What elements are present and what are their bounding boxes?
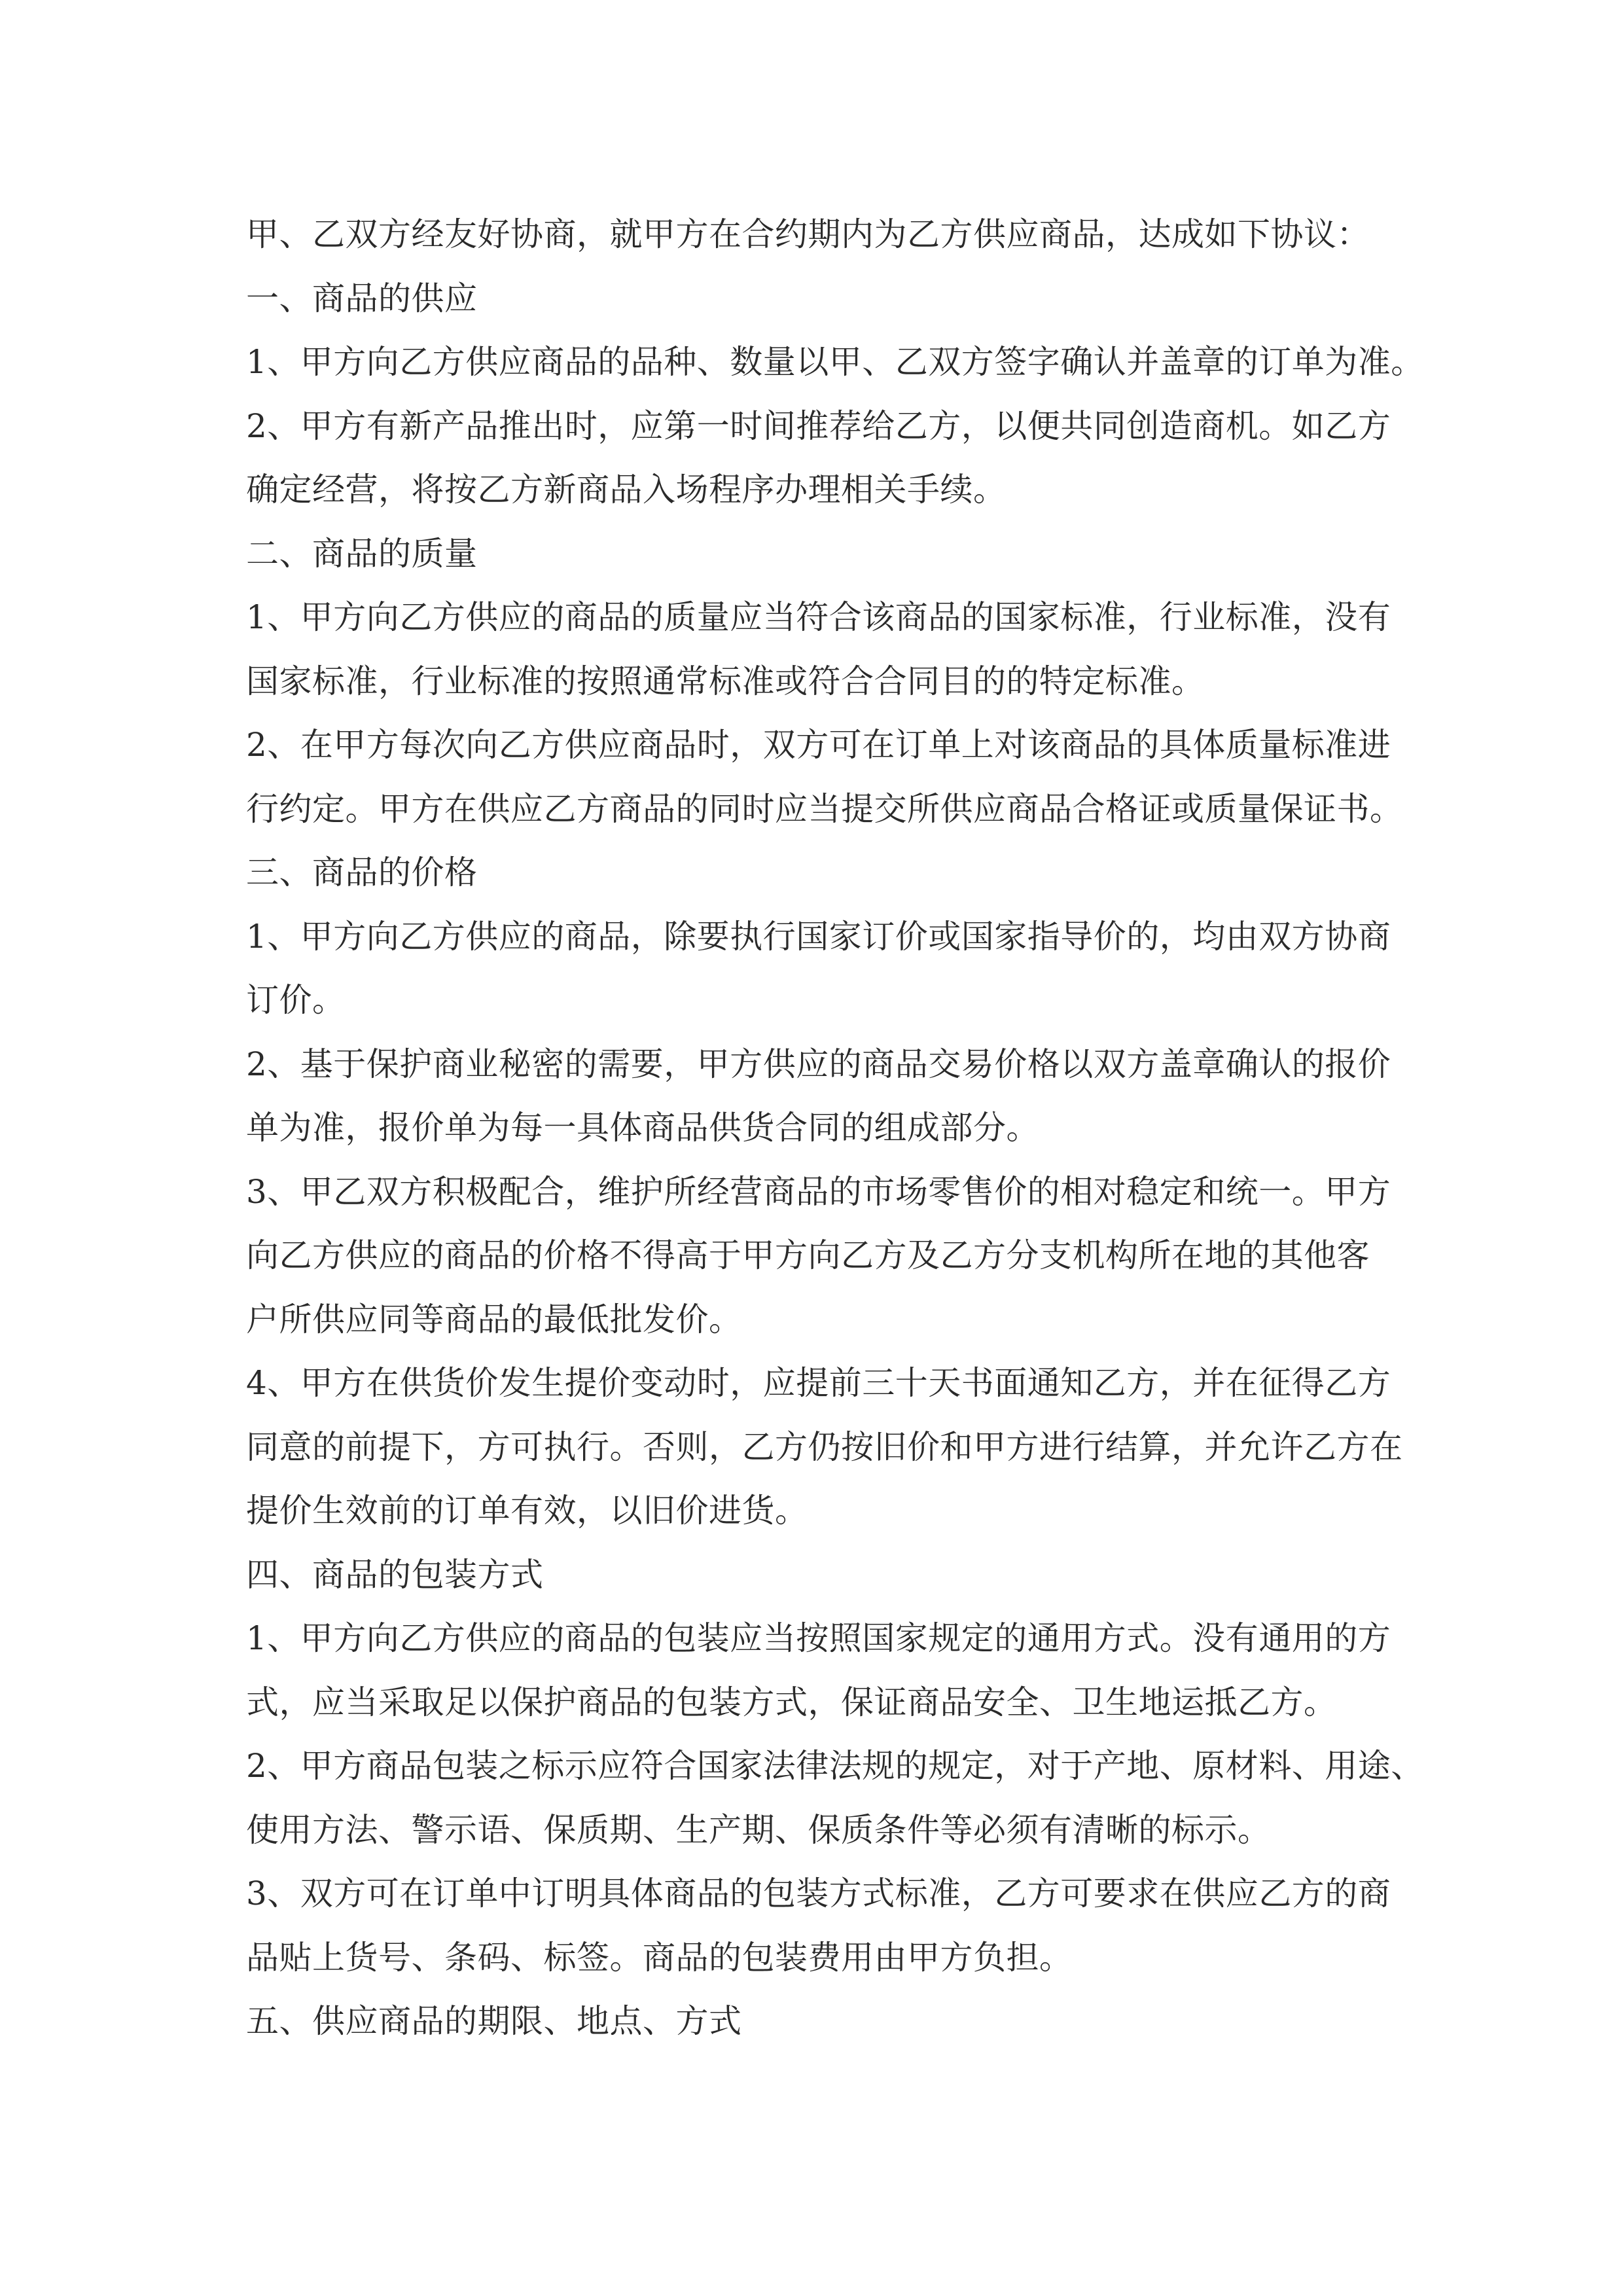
section-heading-price: 三、商品的价格 (246, 853, 478, 891)
section-heading-delivery: 五、供应商品的期限、地点、方式 (246, 2002, 742, 2040)
paragraph-line: 3、甲乙双方积极配合，维护所经营商品的市场零售价的相对稳定和统一。甲方 (246, 1172, 1391, 1211)
paragraph-line: 行约定。甲方在供应乙方商品的同时应当提交所供应商品合格证或质量保证书。 (246, 789, 1403, 828)
paragraph-line: 订价。 (246, 981, 346, 1019)
paragraph-line: 1、甲方向乙方供应的商品的包装应当按照国家规定的通用方式。没有通用的方 (246, 1619, 1391, 1657)
paragraph-line: 单为准，报价单为每一具体商品供货合同的组成部分。 (246, 1109, 1039, 1147)
document-body (246, 203, 1424, 2054)
intro-paragraph: 甲、乙双方经友好协商，就甲方在合约期内为乙方供应商品，达成如下协议： (246, 215, 1370, 253)
paragraph-line: 式，应当采取足以保护商品的包装方式，保证商品安全、卫生地运抵乙方。 (246, 1683, 1337, 1721)
paragraph-line: 向乙方供应的商品的价格不得高于甲方向乙方及乙方分支机构所在地的其他客 (246, 1236, 1370, 1274)
paragraph-line: 户所供应同等商品的最低批发价。 (246, 1300, 742, 1338)
paragraph-line: 同意的前提下，方可执行。否则，乙方仍按旧价和甲方进行结算，并允许乙方在 (246, 1427, 1403, 1466)
paragraph-line: 1、甲方向乙方供应的商品，除要执行国家订价或国家指导价的，均由双方协商 (246, 917, 1391, 956)
section-heading-supply: 一、商品的供应 (246, 279, 478, 317)
paragraph-line: 2、在甲方每次向乙方供应商品时，双方可在订单上对该商品的具体质量标准进 (246, 726, 1391, 764)
paragraph-line: 1、甲方向乙方供应的商品的质量应当符合该商品的国家标准，行业标准，没有 (246, 598, 1391, 636)
section-heading-quality: 二、商品的质量 (246, 534, 478, 573)
paragraph-line: 品贴上货号、条码、标签。商品的包装费用由甲方负担。 (246, 1938, 1073, 1977)
paragraph-line: 2、甲方有新产品推出时，应第一时间推荐给乙方，以便共同创造商机。如乙方 (246, 406, 1391, 445)
section-heading-packaging: 四、商品的包装方式 (246, 1555, 544, 1594)
paragraph-line: 2、基于保护商业秘密的需要，甲方供应的商品交易价格以双方盖章确认的报价 (246, 1045, 1391, 1083)
paragraph-line: 使用方法、警示语、保质期、生产期、保质条件等必须有清晰的标示。 (246, 1810, 1271, 1849)
paragraph-line: 4、甲方在供货价发生提价变动时，应提前三十天书面通知乙方，并在征得乙方 (246, 1364, 1391, 1402)
paragraph-line: 1、甲方向乙方供应商品的品种、数量以甲、乙双方签字确认并盖章的订单为准。 (246, 343, 1424, 381)
paragraph-line: 2、甲方商品包装之标示应符合国家法律法规的规定，对于产地、原材料、用途、 (246, 1747, 1424, 1785)
paragraph-line: 国家标准，行业标准的按照通常标准或符合合同目的的特定标准。 (246, 662, 1205, 700)
paragraph-line: 确定经营，将按乙方新商品入场程序办理相关手续。 (246, 471, 1007, 509)
paragraph-line: 提价生效前的订单有效，以旧价进货。 (246, 1492, 808, 1530)
paragraph-line: 3、双方可在订单中订明具体商品的包装方式标准，乙方可要求在供应乙方的商 (246, 1874, 1391, 1912)
